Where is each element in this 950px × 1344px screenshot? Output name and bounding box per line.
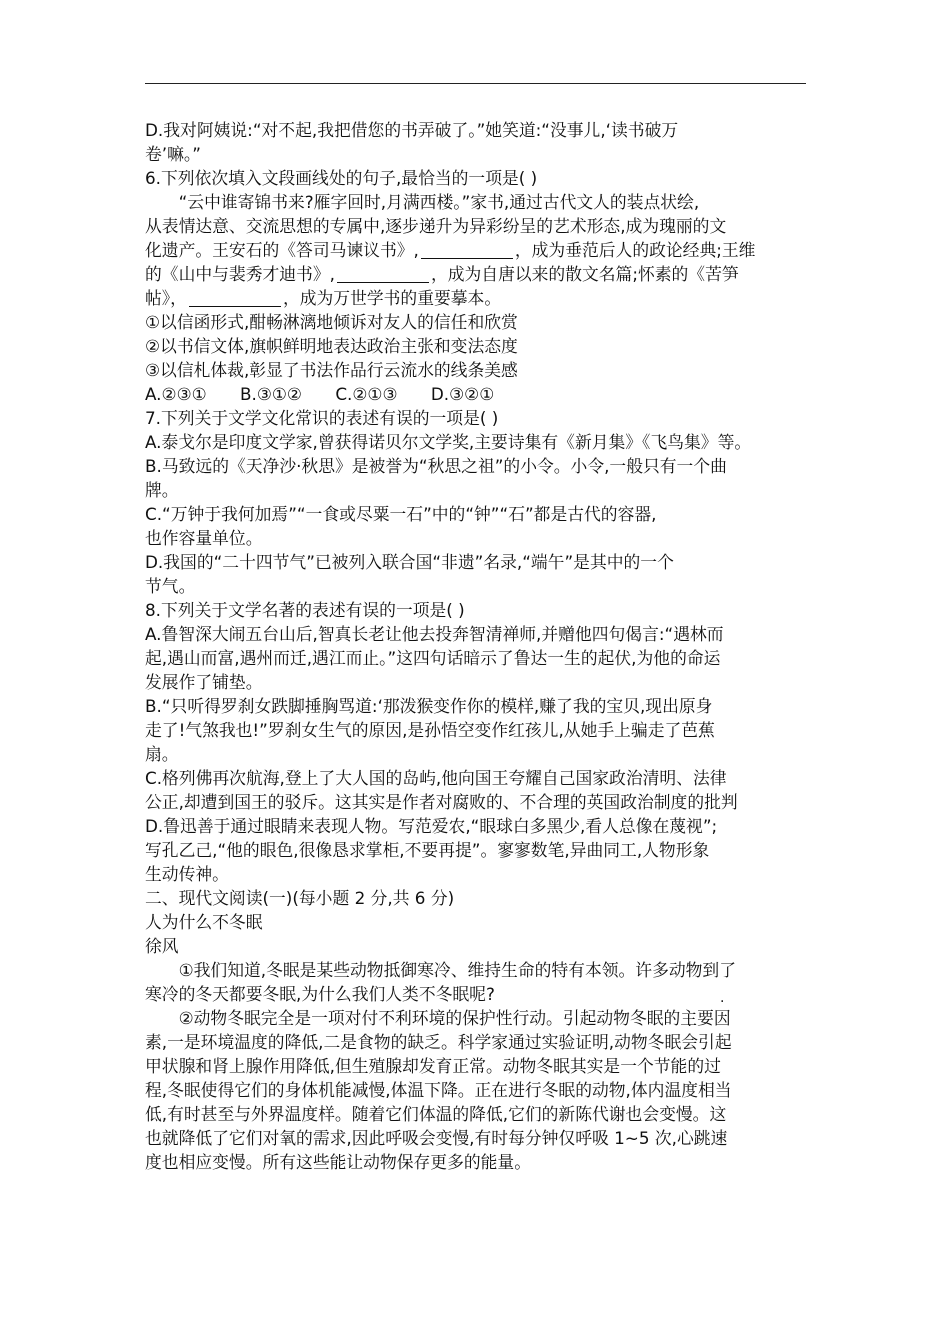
q7-option-d-line2: 节气。 bbox=[145, 576, 196, 596]
q8-option-d-line2: 写孔乙己,“他的眼色,很像恳求掌柜,不要再提”。寥寥数笔,异曲同工,人物形象 bbox=[145, 840, 710, 860]
q6-choice-a: A.②③① bbox=[145, 384, 207, 404]
q6-item-1: ①以信函形式,酣畅淋漓地倾诉对友人的信任和欣赏 bbox=[145, 312, 518, 332]
article-para2-line4: 程,冬眠使得它们的身体机能减慢,体温下降。正在进行冬眠的动物,体内温度相当 bbox=[145, 1080, 732, 1100]
q7-option-c-line2: 也作容量单位。 bbox=[145, 528, 263, 548]
fill-blank-1 bbox=[421, 240, 513, 259]
q6-choices bbox=[145, 382, 806, 406]
q8-option-a-line1: A.鲁智深大闹五台山后,智真长老让他去投奔智清禅师,并赠他四句偈言:“遇林而 bbox=[145, 624, 724, 644]
q6-passage-text: 帖》， bbox=[145, 288, 187, 308]
q6-passage-line2: 从表情达意、交流思想的专属中,逐步递升为异彩纷呈的艺术形态,成为瑰丽的文 bbox=[145, 216, 727, 236]
article-para2-line3: 甲状腺和肾上腺作用降低,但生殖腺却发育正常。动物冬眠其实是一个节能的过 bbox=[145, 1056, 721, 1076]
emphasis-dot-char: 要 bbox=[697, 1008, 714, 1028]
q5-option-d-line2: 卷’嘛。” bbox=[145, 144, 201, 164]
q8-option-a-line2: 起,遇山而富,遇州而迁,遇江而止。”这四句话暗示了鲁达一生的起伏,为他的命运 bbox=[145, 648, 721, 668]
q8-option-d-line1: D.鲁迅善于通过眼睛来表现人物。写范爱农,“眼球白多黑少,看人总像在蔑视”; bbox=[145, 816, 718, 836]
q6-item-2: ②以书信文体,旗帜鲜明地表达政治主张和变法态度 bbox=[145, 336, 518, 356]
q7-option-b-line1: B.马致远的《天净沙·秋思》是被誉为“秋思之祖”的小令。小令,一般只有一个曲 bbox=[145, 456, 727, 476]
article-para2-line5: 低,有时甚至与外界温度样。随着它们体温的降低,它们的新陈代谢也会变慢。这 bbox=[145, 1104, 727, 1124]
q6-passage-text: ，成为垂范后人的政论经典;王维 bbox=[514, 240, 756, 260]
article-text: 素,一是环境温度的降低,二是食物的缺乏。科学家通过实验证明,动物冬眠 bbox=[145, 1032, 682, 1052]
article-para2-line6: 也就降低了它们对氧的需求,因此呼吸会变慢,有时每分钟仅呼吸 1~5 次,心跳速 bbox=[145, 1128, 728, 1148]
article-author: 徐风 bbox=[145, 936, 179, 956]
article-text: 引起 bbox=[698, 1032, 732, 1052]
article-para2-line7: 度也相应变慢。所有这些能让动物保存更多的能量。 bbox=[145, 1152, 531, 1172]
article-para1-line1: ①我们知道,冬眠是某些动物抵御寒冷、维持生命的特有本领。许多动物到了 bbox=[178, 960, 736, 980]
q7-stem: 7.下列关于文学文化常识的表述有误的一项是( ) bbox=[145, 408, 499, 428]
fill-blank-2 bbox=[337, 264, 429, 283]
q5-option-d-line1: D.我对阿姨说:“对不起,我把借您的书弄破了。”她笑道:“没事儿,‘读书破万 bbox=[145, 120, 679, 140]
q6-stem: 6.下列依次填入文段画线处的句子,最恰当的一项是( ) bbox=[145, 168, 538, 188]
article-para2-line2 bbox=[145, 1030, 806, 1054]
q6-passage-text: ，成为万世学书的重要摹本。 bbox=[282, 288, 502, 308]
q6-passage-text: 的《山中与裴秀才迪书》, bbox=[145, 264, 335, 284]
q6-passage-text: 化遗产。王安石的《答司马谏议书》, bbox=[145, 240, 419, 260]
q8-option-c-line1: C.格列佛再次航海,登上了大人国的岛屿,他向国王夸耀自己国家政治清明、法律 bbox=[145, 768, 727, 788]
q8-option-b-line3: 扇。 bbox=[145, 744, 179, 764]
article-text: 因 bbox=[713, 1008, 731, 1028]
article-para1-line2: 寒冷的冬天都要冬眠,为什么我们人类不冬眠呢? bbox=[145, 984, 495, 1004]
q8-option-b-line1: B.“只听得罗刹女跌脚捶胸骂道:‘那泼猴变作你的模样,赚了我的宝贝,现出原身 bbox=[145, 696, 713, 716]
q6-passage-line5 bbox=[145, 286, 806, 310]
q6-choice-d: D.③②① bbox=[430, 384, 495, 404]
q7-option-b-line2: 牌。 bbox=[145, 480, 179, 500]
q7-option-a: A.泰戈尔是印度文学家,曾获得诺贝尔文学奖,主要诗集有《新月集》《飞鸟集》等。 bbox=[145, 432, 752, 452]
fill-blank-3 bbox=[189, 288, 281, 307]
q8-option-c-line2: 公正,却遭到国王的驳斥。这其实是作者对腐败的、不合理的英国政治制度的批判 bbox=[145, 792, 738, 812]
document-body bbox=[145, 118, 806, 1174]
q8-stem: 8.下列关于文学名著的表述有误的一项是( ) bbox=[145, 600, 465, 620]
q6-passage-text: ，成为自唐以来的散文名篇;怀素的《苦笋 bbox=[430, 264, 739, 284]
q7-option-c-line1: C.“万钟于我何加焉”“一食或尽粟一石”中的“钟”“石”都是古代的容器, bbox=[145, 504, 657, 524]
q8-option-b-line2: 走了!气煞我也!”罗刹女生气的原因,是孙悟空变作红孩儿,从她手上骗走了芭蕉 bbox=[145, 720, 715, 740]
q7-option-d-line1: D.我国的“二十四节气”已被列入联合国“非遗”名录,“端午”是其中的一个 bbox=[145, 552, 674, 572]
emphasis-dot-char: 会 bbox=[681, 1032, 699, 1052]
q8-option-d-line3: 生动传神。 bbox=[145, 864, 229, 884]
article-title: 人为什么不冬眠 bbox=[145, 912, 263, 932]
section-heading: 二、现代文阅读(一)(每小题 2 分,共 6 分) bbox=[145, 888, 455, 908]
header-rule bbox=[145, 83, 806, 84]
article-para2-line1 bbox=[145, 1006, 806, 1030]
q6-passage-line3 bbox=[145, 238, 806, 262]
q6-passage-line4 bbox=[145, 262, 806, 286]
article-text: 主 bbox=[680, 1008, 698, 1028]
q8-option-a-line3: 发展作了铺垫。 bbox=[145, 672, 263, 692]
q6-choice-b: B.③①② bbox=[240, 384, 302, 404]
q6-passage-line1: “云中谁寄锦书来?雁字回时,月满西楼。”家书,通过古代文人的装点状绘, bbox=[178, 192, 700, 212]
q6-choice-c: C.②①③ bbox=[335, 384, 398, 404]
q6-item-3: ③以信札体裁,彰显了书法作品行云流水的线条美感 bbox=[145, 360, 518, 380]
article-text: ②动物冬眠完全是一项对付不利环境的保护性行动。引起动物冬眠的 bbox=[178, 1008, 681, 1028]
